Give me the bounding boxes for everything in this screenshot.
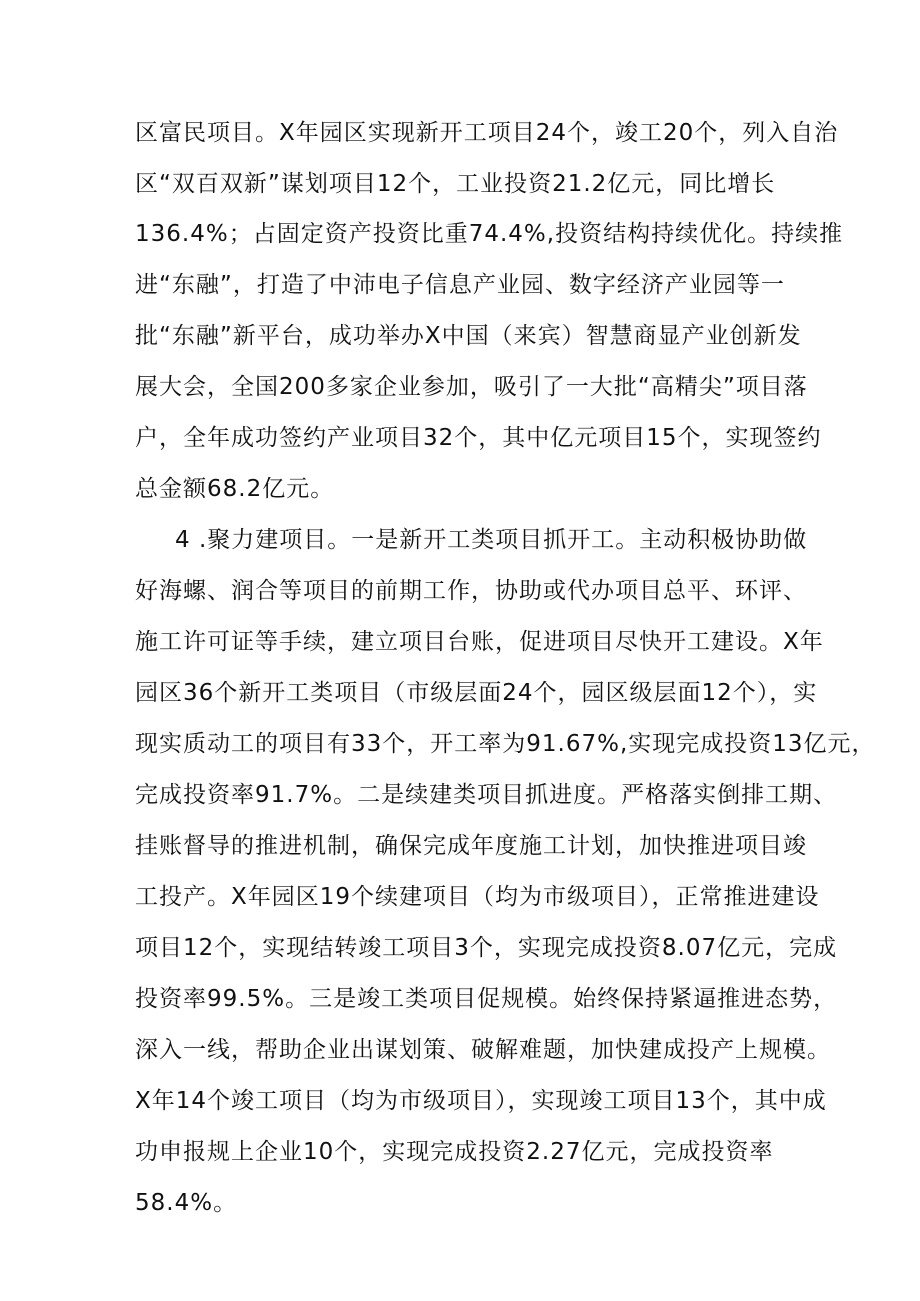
text-line: 136.4%；占固定资产投资比重74.4%,投资结构持续优化。持续推: [135, 221, 844, 247]
text-line: 深入一线，帮助企业出谋划策、破解难题，加快建成投产上规模。: [135, 1037, 831, 1063]
text-line: 好海螺、润合等项目的前期工作，协助或代办项目总平、环评、: [135, 578, 807, 604]
text-line: 4 .聚力建项目。一是新开工类项目抓开工。主动积极协助做: [175, 527, 808, 553]
text-line: 项目12个，实现结转竣工项目3个，实现完成投资8.07亿元，完成: [135, 935, 838, 961]
text-line: 展大会，全国200多家企业参加，吸引了一大批“高精尖”项目落: [135, 374, 808, 400]
text-line: 批“东融”新平台，成功举办X中国（来宾）智慧商显产业创新发: [135, 323, 802, 349]
text-line: 区“双百双新”谋划项目12个，工业投资21.2亿元，同比增长: [135, 171, 776, 197]
text-line: 投资率99.5%。三是竣工类项目促规模。始终保持紧逼推进态势，: [135, 986, 838, 1012]
text-line: 户，全年成功签约产业项目32个，其中亿元项目15个，实现签约: [135, 425, 822, 451]
text-line: 完成投资率91.7%。二是续建类项目抓进度。严格落实倒排工期、: [135, 782, 838, 808]
text-line: 挂账督导的推进机制，确保完成年度施工计划，加快推进项目竣: [135, 833, 807, 859]
text-line: 进“东融”，打造了中沛电子信息产业园、数字经济产业园等一: [135, 272, 785, 298]
text-line: 工投产。X年园区19个续建项目（均为市级项目），正常推进建设: [135, 884, 820, 910]
text-line: 功申报规上企业10个，实现完成投资2.27亿元，完成投资率: [135, 1139, 774, 1165]
text-line: 现实质动工的项目有33个，开工率为91.67%,实现完成投资13亿元，: [135, 731, 876, 757]
text-line: 施工许可证等手续，建立项目台账，促进项目尽快开工建设。X年: [135, 629, 824, 655]
text-line: X年14个竣工项目（均为市级项目），实现竣工项目13个，其中成: [135, 1088, 827, 1114]
text-line: 园区36个新开工类项目（市级层面24个，园区级层面12个），实: [135, 680, 818, 706]
text-line: 区富民项目。X年园区实现新开工项目24个，竣工20个，列入自治: [135, 120, 839, 146]
text-line: 总金额68.2亿元。: [135, 476, 335, 502]
text-line: 58.4%。: [135, 1190, 238, 1216]
